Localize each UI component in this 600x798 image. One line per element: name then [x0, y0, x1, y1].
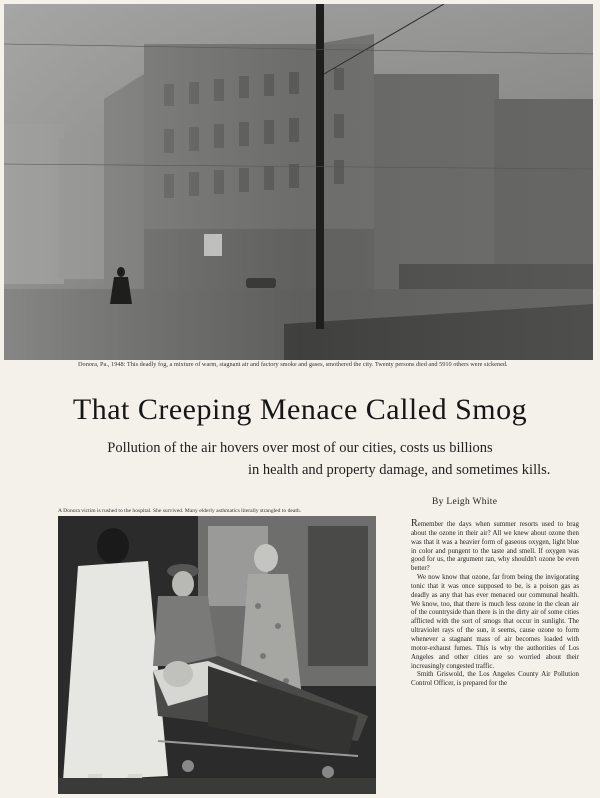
hospital-photo [58, 516, 376, 794]
bottom-photo-caption: A Donora victim is rushed to the hospital. She survived. Many elderly asthmatics literally strangled to death. [58, 508, 302, 514]
caption-text: This deadly fog, a mixture of warm, stagnant air and factory smoke and gases, smothered the city. Twenty persons died and 5910 others were sickened. [126, 361, 508, 368]
donora-street-photo [4, 4, 593, 360]
deck-line-1: Pollution of the air hovers over most of our cities, costs us billions [107, 440, 493, 456]
top-photo-caption [78, 360, 578, 369]
article-body [411, 520, 579, 689]
byline: By Leigh White [432, 497, 498, 507]
caption-lead: Donora, Pa., 1948: [78, 361, 126, 368]
drop-cap: R [411, 518, 418, 529]
deck-line-2: in health and property damage, and sometimes kills. [248, 462, 551, 478]
article-paragraph-1 [411, 520, 579, 574]
article-paragraph-3: Smith Griswold, the Los Angeles County Air Pollution Control Officer, is prepared for the [411, 671, 579, 688]
article-paragraph-2: We now know that ozone, far from being the invigorating tonic that it was once supposed to be, is a poison gas as deadly as any that has ever menaced our communal health. We know, too, that there is much less ozone in the clean air of the countryside than there is in the dirty air of some cities afflicted with the sort of smogs that occur in sunlight. The ultraviolet rays of the sun, it seems, cause ozone to form whenever a stagnant mass of air becomes loaded with motor-exhaust fumes. This is why the authorities of Los Angeles and other cities are so worried about their increasingly congested traffic. [411, 574, 579, 670]
article-paragraph-1-text: emember the days when summer resorts used to brag about the ozone in their air? All we knew about ozone then was that it was a heavier form of gaseous oxygen, light blue in color and pungent to the taste and smell. If oxygen was good for us, the argument ran, why shouldn't ozone be even better? [411, 521, 579, 573]
page-title: That Creeping Menace Called Smog [72, 393, 528, 426]
